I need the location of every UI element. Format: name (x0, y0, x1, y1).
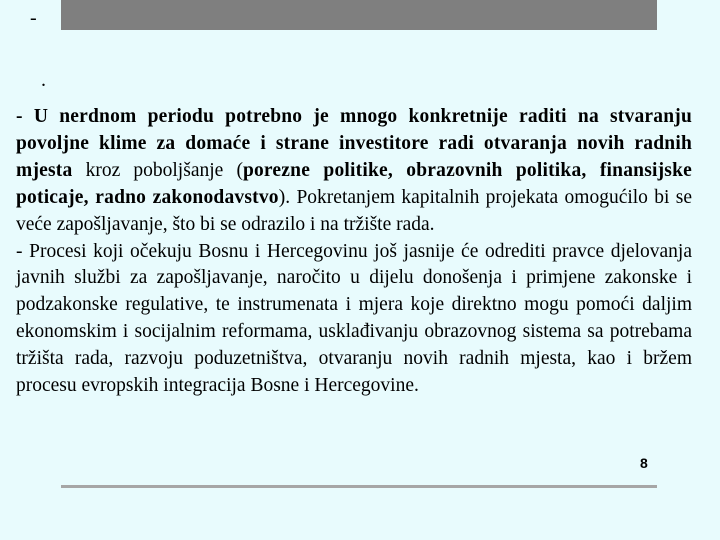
header-bar (61, 0, 657, 30)
footer-rule (61, 485, 657, 488)
bullet-dot: . (41, 69, 46, 91)
bold-policies: porezne politike, obrazovnih politika, finansijske poticaje, radno zakonodavstvo (16, 159, 692, 208)
slide-body (16, 104, 692, 400)
paragraph-processes: - Procesi koji očekuju Bosnu i Hercegovinu još jasnije će odrediti pravce djelovanja javnih službi za zapošljavanje, naročito u dijelu donošenja i primjene zakonske i podzakonske regulative, te instrumenata i mjera koje direktno mogu pomoći daljim ekonomskim i socijalnim reformama, usklađivanju obrazovnog sistema sa potrebama tržišta rada, razvoju poduzetništva, otvaranju novih radnih mjesta, kao i bržem procesu evropskih integracija Bosne i Hercegovine. (16, 240, 692, 397)
page-number: 8 (640, 455, 648, 471)
paragraph-investment-climate (16, 104, 692, 239)
bullet-dash: - (30, 7, 37, 29)
bold-intro: - U nerdnom periodu potrebno je mnogo konkretnije raditi na stvaranju povoljne klime za domaće i strane investitore radi otvaranja novih radnih mjesta (16, 106, 692, 181)
text-improvement: kroz poboljšanje ( (72, 159, 243, 181)
text-capital-projects: ). Pokretanjem kapitalnih projekata omogućilo bi se veće zapošljavanje, što bi se odrazilo i na tržište rada. (16, 186, 692, 235)
